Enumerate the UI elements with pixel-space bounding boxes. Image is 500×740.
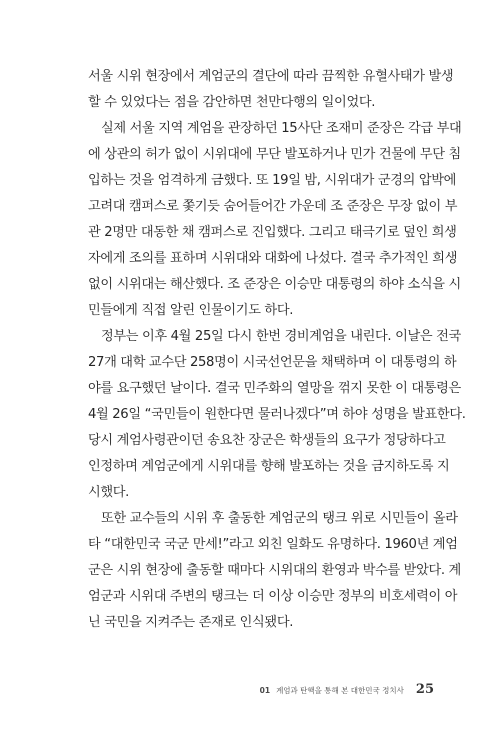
page-number: 25 (415, 682, 434, 697)
text-line: 서울 시위 현장에서 계엄군의 결단에 따라 끔찍한 유혈사태가 발생 (88, 69, 454, 84)
text-line: 고려대 캠퍼스로 쫓기듯 숨어들어간 가운데 조 준장은 무장 없이 부 (88, 199, 458, 214)
text-line: 에 상관의 허가 없이 시위대에 무단 발포하거나 민가 건물에 무단 침 (88, 147, 461, 162)
text-line: 인정하며 계엄군에게 시위대를 향해 발포하는 것을 금지하도록 지 (88, 459, 450, 474)
text-line: 당시 계엄사령관이던 송요찬 장군은 학생들의 요구가 정당하다고 (88, 433, 446, 448)
text-line: 또한 교수들의 시위 후 출동한 계엄군의 탱크 위로 시민들이 올라 (101, 511, 458, 526)
running-title: 계엄과 탄핵을 통해 본 대한민국 정치사 (276, 686, 404, 695)
text-line: 타 “대한민국 국군 만세!”라고 외친 일화도 유명하다. 1960년 계엄 (88, 537, 458, 552)
paragraph (88, 116, 462, 324)
text-line: 27개 대학 교수단 258명이 시국선언문을 채택하며 이 대통령의 하 (88, 355, 457, 370)
text-line: 자에게 조의를 표하며 시위대와 대화에 나섰다. 결국 추가적인 희생 (88, 251, 458, 266)
paragraph (88, 506, 461, 636)
text-line: 정부는 이후 4월 25일 다시 한번 경비계엄을 내린다. 이날은 전국 (101, 329, 461, 344)
body-text (88, 64, 466, 636)
text-line: 민들에게 직접 알린 인물이기도 하다. (88, 303, 294, 318)
text-line: 입하는 것을 엄격하게 금했다. 또 19일 밤, 시위대가 군경의 압박에 (88, 173, 457, 188)
text-line: 야를 요구했던 날이다. 결국 민주화의 열망을 꺾지 못한 이 대통령은 (88, 381, 461, 396)
text-line: 관 2명만 대동한 채 캠퍼스로 진입했다. 그리고 태극기로 덮인 희생 (88, 225, 457, 240)
text-line: 엄군과 시위대 주변의 탱크는 더 이상 이승만 정부의 비호세력이 아 (88, 589, 458, 604)
paragraph (88, 324, 466, 506)
chapter-number: 01 (259, 686, 271, 695)
text-line: 군은 시위 현장에 출동할 때마다 시위대의 환영과 박수를 받았다. 계 (88, 563, 461, 578)
text-line: 시했다. (88, 485, 130, 500)
text-line: 닌 국민을 지켜주는 존재로 인식됐다. (88, 615, 294, 630)
text-line: 할 수 있었다는 점을 감안하면 천만다행의 일이었다. (88, 95, 376, 110)
text-line: 실제 서울 지역 계엄을 관장하던 15사단 조재미 준장은 각급 부대 (101, 121, 462, 136)
paragraph (88, 64, 454, 116)
page-footer (260, 682, 434, 697)
text-line: 4월 26일 “국민들이 원한다면 물러나겠다”며 하야 성명을 발표한다. (88, 407, 466, 422)
text-line: 없이 시위대는 해산했다. 조 준장은 이승만 대통령의 하야 소식을 시 (88, 277, 461, 292)
